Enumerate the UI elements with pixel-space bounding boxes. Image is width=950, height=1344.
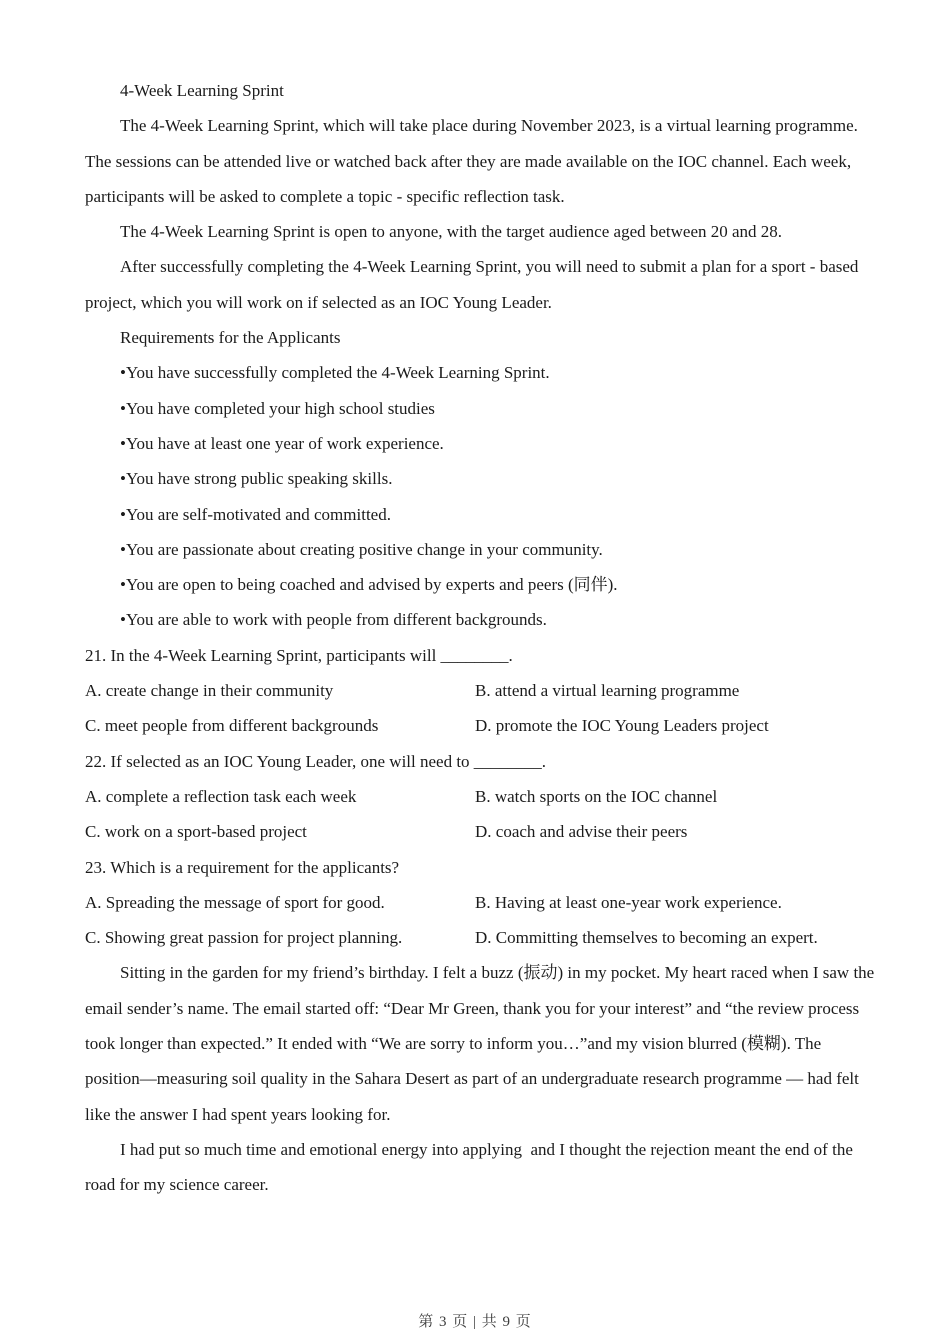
bullet-item: •You are able to work with people from different backgrounds.	[120, 610, 547, 630]
option-row	[85, 779, 875, 814]
question-line: 21. In the 4-Week Learning Sprint, participants will ________.	[85, 645, 513, 665]
option-row	[85, 814, 875, 849]
bullet-item: •You have successfully completed the 4-Week Learning Sprint.	[120, 363, 550, 383]
option-cell: D. Committing themselves to becoming an expert.	[475, 928, 818, 948]
bullet-item: •You have completed your high school studies	[120, 398, 435, 418]
option-cell: A. create change in their community	[85, 681, 334, 701]
page-footer	[0, 1310, 950, 1331]
option-cell: C. work on a sport-based project	[85, 822, 307, 842]
paragraph-line: like the answer I had spent years looking for.	[85, 1104, 391, 1124]
option-row	[85, 920, 875, 955]
option-cell: D. promote the IOC Young Leaders project	[475, 716, 769, 736]
text-lines	[85, 73, 875, 1203]
paragraph-line: After successfully completing the 4-Week Learning Sprint, you will need to submit a plan for a sport - based	[120, 257, 859, 277]
bullet-item: •You have strong public speaking skills.	[120, 469, 393, 489]
bullet-item: •You have at least one year of work experience.	[120, 433, 444, 453]
option-cell: B. Having at least one-year work experience.	[475, 892, 782, 912]
paragraph-line: The 4-Week Learning Sprint is open to anyone, with the target audience aged between 20 and 28.	[120, 222, 783, 242]
bullet-item: •You are open to being coached and advised by experts and peers (同伴).	[120, 575, 618, 595]
option-row	[85, 673, 875, 708]
option-cell: A. Spreading the message of sport for good.	[85, 892, 385, 912]
option-cell: C. Showing great passion for project planning.	[85, 928, 403, 948]
paragraph-line: email sender’s name. The email started off: “Dear Mr Green, thank you for your interest” and “the review process	[85, 998, 860, 1018]
paragraph-line: I had put so much time and emotional energy into applying and I thought the rejection meant the end of the	[120, 1139, 853, 1159]
option-cell: B. watch sports on the IOC channel	[475, 786, 718, 806]
paragraph-line: The sessions can be attended live or watched back after they are made available on the IOC channel. Each week,	[85, 151, 852, 171]
paragraph-line: Sitting in the garden for my friend’s birthday. I felt a buzz (振动) in my pocket. My heart raced when I saw the	[120, 963, 875, 983]
paragraph-line: participants will be asked to complete a topic - specific reflection task.	[85, 186, 565, 206]
paragraph-line: position—measuring soil quality in the Sahara Desert as part of an undergraduate research programme — had felt	[85, 1069, 859, 1089]
question-line: 22. If selected as an IOC Young Leader, one will need to ________.	[85, 751, 547, 771]
option-cell: D. coach and advise their peers	[475, 822, 688, 842]
subheading-line: Requirements for the Applicants	[120, 328, 341, 348]
paragraph-line: project, which you will work on if selected as an IOC Young Leader.	[85, 292, 552, 312]
option-cell: C. meet people from different backgrounds	[85, 716, 379, 736]
passage-title-line: 4-Week Learning Sprint	[120, 81, 284, 100]
option-row	[85, 885, 875, 920]
page-content	[85, 73, 875, 1203]
bullet-item: •You are passionate about creating positive change in your community.	[120, 539, 603, 559]
paragraph-line: road for my science career.	[85, 1175, 269, 1195]
page-number-label: 第 3 页 | 共 9 页	[418, 1314, 532, 1330]
option-cell: A. complete a reflection task each week	[85, 786, 357, 806]
option-cell: B. attend a virtual learning programme	[475, 681, 740, 701]
question-line: 23. Which is a requirement for the applicants?	[85, 857, 400, 877]
option-row	[85, 708, 875, 743]
paragraph-line: The 4-Week Learning Sprint, which will take place during November 2023, is a virtual learning programme.	[120, 116, 858, 136]
bullet-item: •You are self-motivated and committed.	[120, 504, 391, 524]
paragraph-line: took longer than expected.” It ended with “We are sorry to inform you…”and my vision blurred (模糊). The	[85, 1034, 822, 1054]
